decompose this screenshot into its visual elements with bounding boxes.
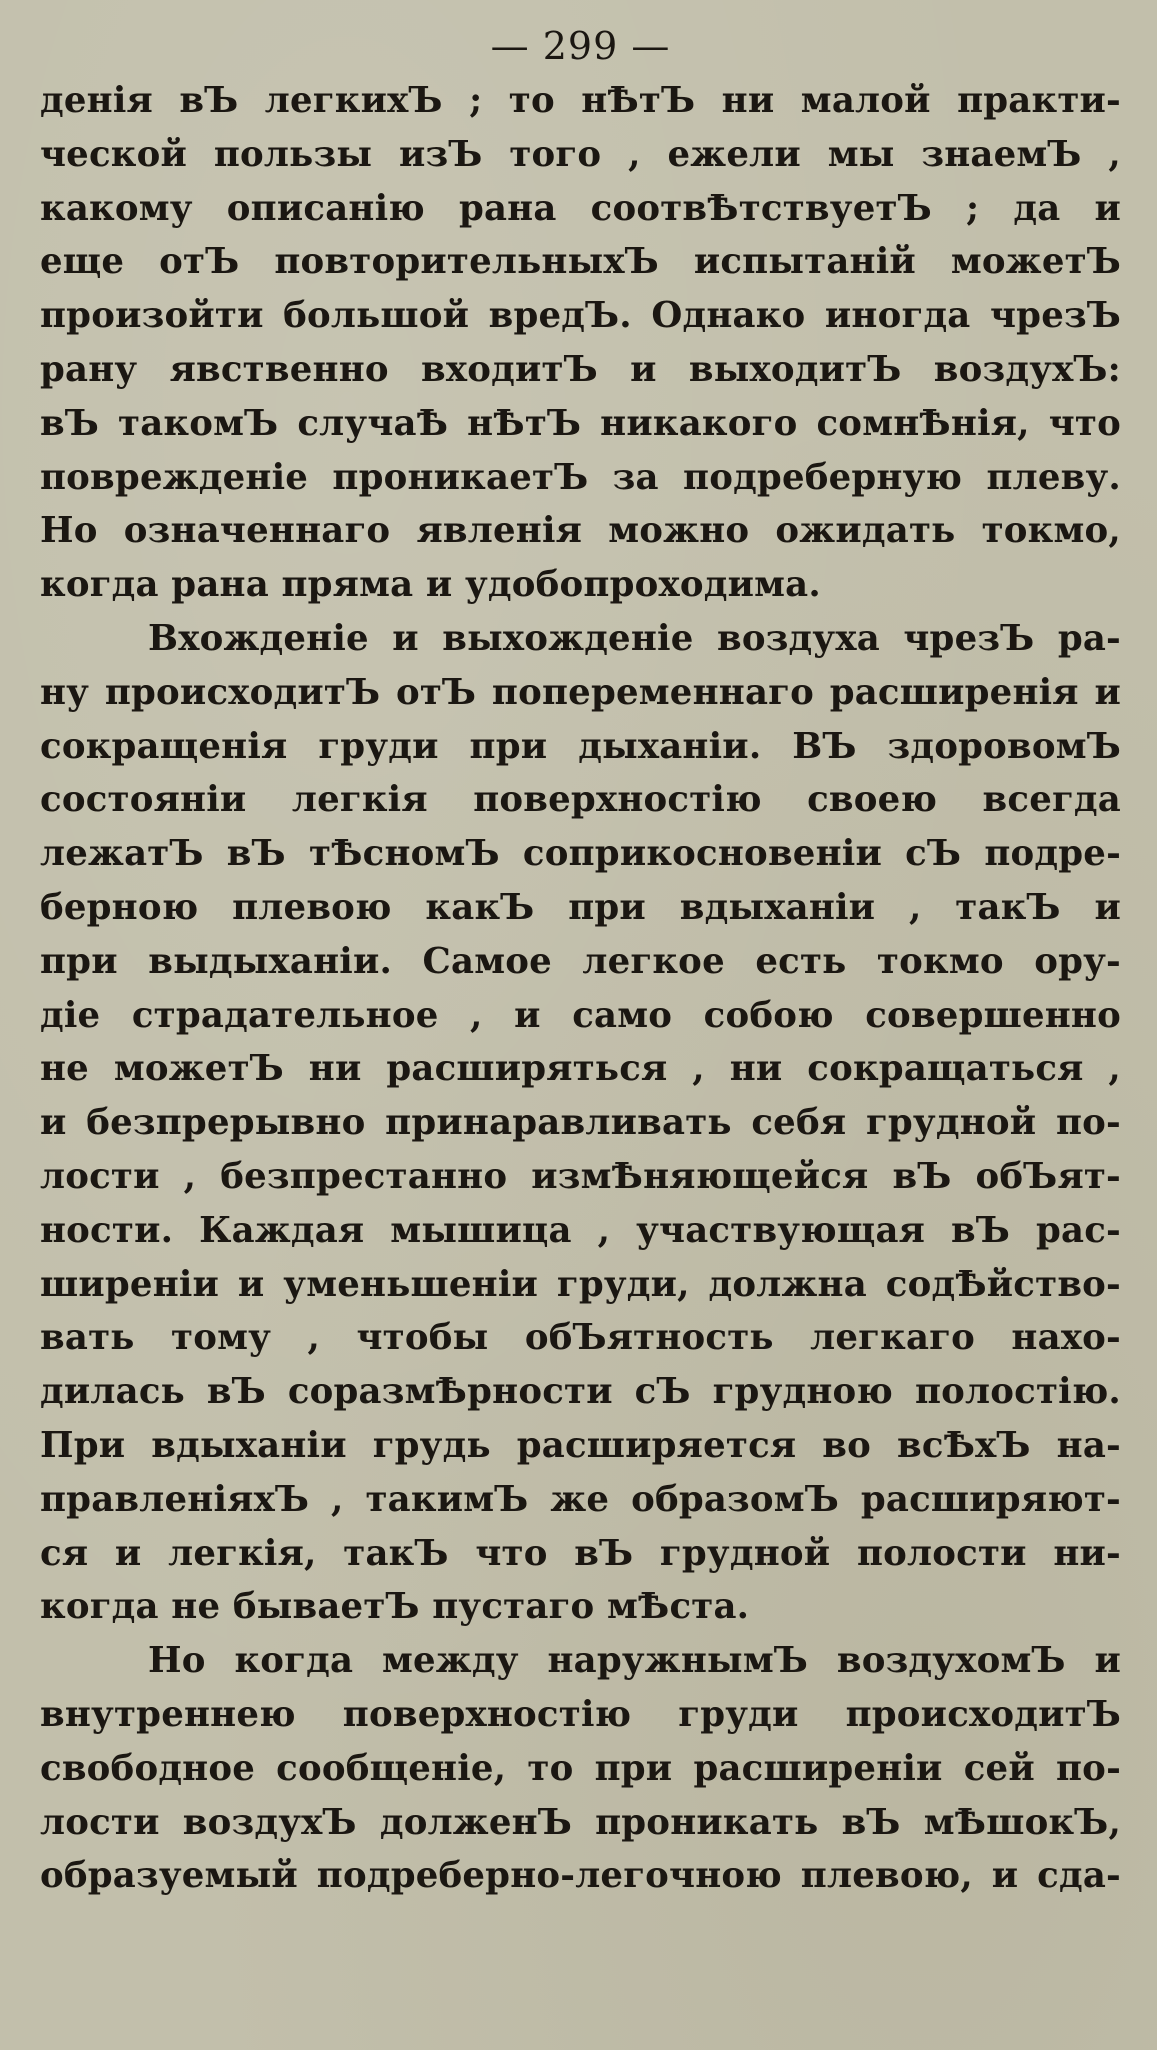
text-line: ся и легкія, такЪ что вЪ грудной полости ни- (40, 1532, 1121, 1574)
text-line: когда рана пряма и удобопроходима. (40, 564, 821, 606)
text-line: лости , безпрестанно измѢняющейся вЪ обЪят- (40, 1155, 1121, 1197)
text-line: При вдыханіи грудь расширяется во всѢхЪ на- (40, 1424, 1121, 1466)
text-line: вЪ такомЪ случаѢ нѢтЪ никакого сомнѢнія, что (40, 402, 1121, 444)
text-line: состояніи легкія поверхностію своею всегда (40, 779, 1121, 821)
paragraph (40, 1634, 1121, 1903)
text-line: ширеніи и уменьшеніи груди, должна содѢйство- (40, 1263, 1121, 1305)
text-line: еще отЪ повторительныхЪ испытаній можетЪ (40, 241, 1121, 283)
text-line: какому описанію рана соотвѢтствуетЪ ; да и (40, 187, 1121, 229)
text-line: рану явственно входитЪ и выходитЪ воздухЪ: (40, 348, 1121, 390)
text-line: ческой пользы изЪ того , ежели мы знаемЪ , (40, 133, 1121, 175)
text-line: и безпрерывно принаравливать себя грудной по- (40, 1102, 1121, 1144)
text-line: денія вЪ легкихЪ ; то нѢтЪ ни малой практи- (40, 80, 1121, 121)
body-text (40, 74, 1121, 1903)
text-line: Но означеннаго явленія можно ожидать токмо, (40, 510, 1121, 552)
text-line: произойти большой вредЪ. Однако иногда чрезЪ (40, 295, 1121, 337)
paragraph (40, 612, 1121, 1634)
text-line: при выдыханіи. Самое легкое есть токмо ору- (40, 940, 1121, 982)
text-line: правленіяхЪ , такимЪ же образомЪ расширяют- (40, 1478, 1121, 1520)
paragraph (40, 74, 1121, 612)
text-line: вать тому , чтобы обЪятность легкаго нахо- (40, 1317, 1121, 1359)
text-line: Но когда между наружнымЪ воздухомЪ и (148, 1640, 1121, 1682)
text-line: лости воздухЪ долженЪ проникать вЪ мѢшокЪ, (40, 1801, 1121, 1843)
page-number: — 299 — (490, 24, 671, 68)
text-line: сокращенія груди при дыханіи. ВЪ здоровомЪ (40, 725, 1121, 767)
text-line: когда не бываетЪ пустаго мѢста. (40, 1586, 750, 1628)
text-line: образуемый подреберно-легочною плевою, и сда- (40, 1855, 1121, 1897)
text-line: свободное сообщеніе, то при расширеніи сей по- (40, 1747, 1121, 1789)
text-line: дилась вЪ соразмѢрности сЪ грудною полостію. (40, 1371, 1121, 1413)
text-line: ну происходитЪ отЪ попеременнаго расширенія и (40, 671, 1121, 713)
text-line: ности. Каждая мышица , участвующая вЪ рас- (40, 1209, 1121, 1251)
text-line: не можетЪ ни расширяться , ни сокращаться , (40, 1048, 1121, 1090)
text-line: внутреннею поверхностію груди происходитЪ (40, 1693, 1121, 1735)
text-line: діе страдательное , и само собою совершенно (40, 994, 1121, 1036)
text-line: поврежденіе проникаетЪ за подреберную плеву. (40, 456, 1121, 498)
text-line: берною плевою какЪ при вдыханіи , такЪ и (40, 886, 1121, 928)
text-line: Вхожденіе и выхожденіе воздуха чрезЪ ра- (148, 617, 1121, 659)
text-line: лежатЪ вЪ тѢсномЪ соприкосновеніи сЪ подре- (40, 833, 1121, 875)
